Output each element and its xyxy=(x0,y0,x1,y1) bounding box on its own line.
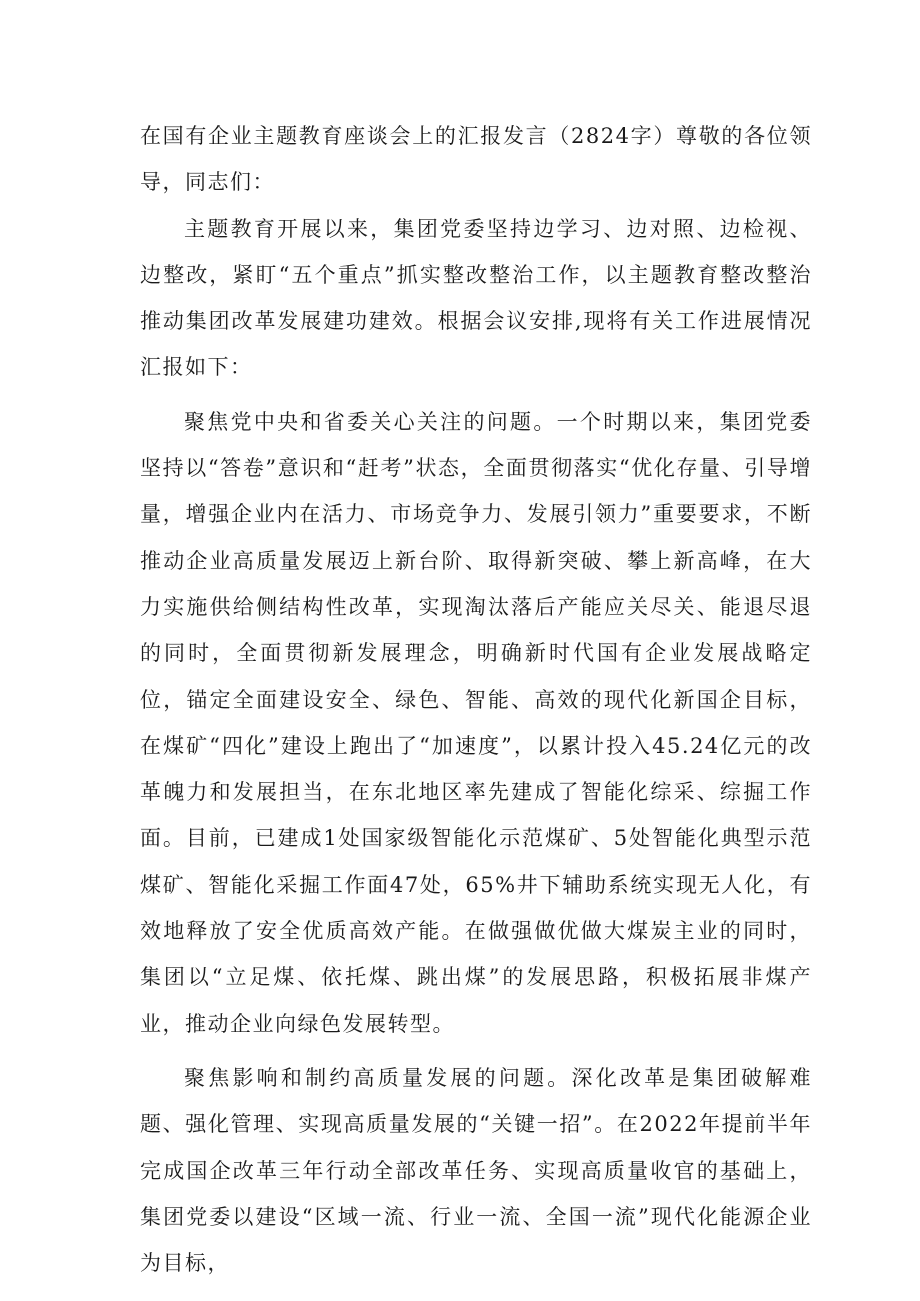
paragraph-intro: 主题教育开展以来，集团党委坚持边学习、边对照、边检视、边整改，紧盯“五个重点”抓实整改整治工作，以主题教育整改整治推动集团改革发展建功建效。根据会议安排,现将有关工作进展情况汇报如下： xyxy=(140,216,812,380)
document-title-line: 在国有企业主题教育座谈会上的汇报发言（2824字）尊敬的各位领导，同志们： xyxy=(140,124,812,195)
paragraph-development-issues: 聚焦影响和制约高质量发展的问题。深化改革是集团破解难题、强化管理、实现高质量发展的“关键一招”。在2022年提前半年完成国企改革三年行动全部改革任务、实现高质量收官的基础上，集团党委以建设“区域一流、行业一流、全国一流”现代化能源企业为目标， xyxy=(140,1065,812,1276)
paragraph-central-concerns: 聚焦党中央和省委关心关注的问题。一个时期以来，集团党委坚持以“答卷”意识和“赶考”状态，全面贯彻落实“优化存量、引导增量，增强企业内在活力、市场竞争力、发展引领力”重要要求，不断推动企业高质量发展迈上新台阶、取得新突破、攀上新高峰，在大力实施供给侧结构性改革，实现淘汰落后产能应关尽关、能退尽退的同时，全面贯彻新发展理念，明确新时代国有企业发展战略定位，锚定全面建设安全、绿色、智能、高效的现代化新国企目标，在煤矿“四化”建设上跑出了“加速度”，以累计投入45.24亿元的改革魄力和发展担当，在东北地区率先建成了智能化综采、综掘工作面。目前，已建成1处国家级智能化示范煤矿、5处智能化典型示范煤矿、智能化采掘工作面47处，65%井下辅助系统实现无人化，有效地释放了安全优质高效产能。在做强做优做大煤炭主业的同时，集团以“立足煤、依托煤、跳出煤”的发展思路，积极拓展非煤产业，推动企业向绿色发展转型。 xyxy=(140,409,812,1036)
